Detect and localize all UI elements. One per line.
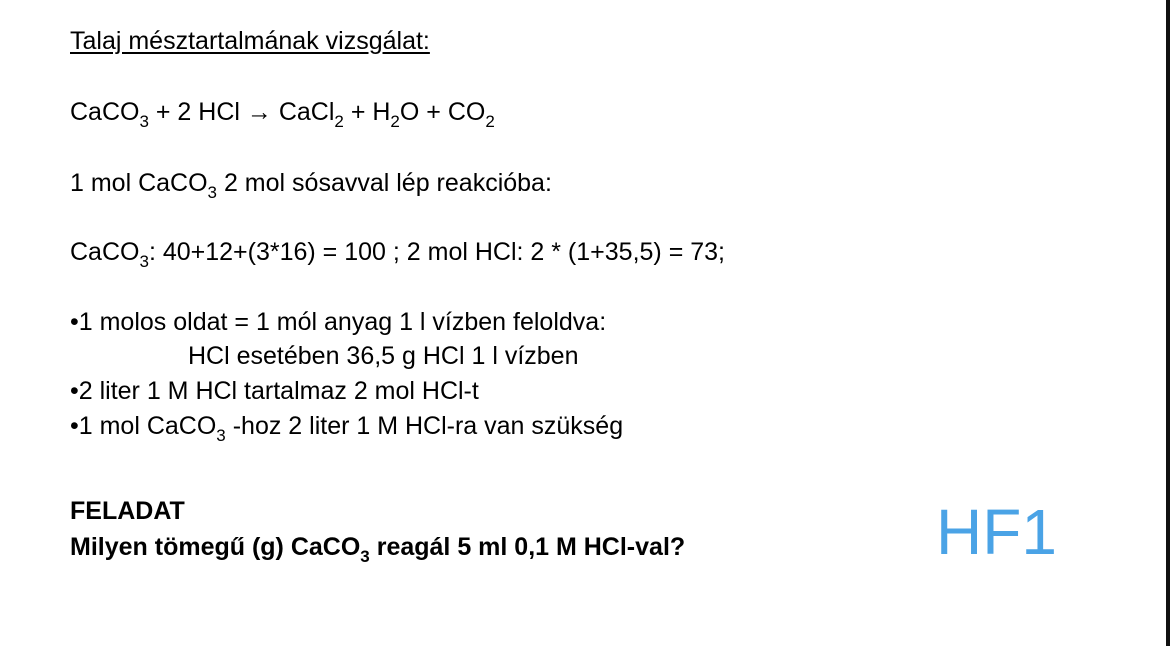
task-question (70, 532, 686, 566)
mol-suffix: 2 mol sósavval lép reakcióba: (217, 169, 552, 197)
eq-sub-2a: 2 (334, 112, 344, 131)
eq-plus-h: + H (343, 98, 391, 126)
eq-plus-2hcl: + 2 HCl (148, 98, 247, 126)
eq-sub-2c: 2 (485, 112, 495, 131)
mass-suffix: : 40+12+(3*16) = 100 ; 2 mol HCl: 2 * (1+35,5) = 73; (148, 238, 725, 266)
task-q-sub-3: 3 (360, 547, 370, 566)
b3-prefix: •1 mol CaCO (70, 412, 217, 440)
b3-sub-3: 3 (216, 426, 226, 445)
eq-cacl: CaCl (271, 98, 335, 126)
slide-right-edge (1166, 0, 1170, 646)
molar-mass-line (70, 237, 725, 271)
mol-sub-3: 3 (207, 183, 218, 202)
task-q-suffix: reagál 5 ml 0,1 M HCl-val? (369, 533, 686, 561)
mass-sub-3: 3 (139, 252, 149, 271)
task-heading: FELADAT (70, 497, 185, 525)
mol-ratio-line (70, 168, 552, 202)
reaction-arrow-icon: → (246, 98, 272, 126)
bullet-molar-solution: •1 molos oldat = 1 mól anyag 1 l vízben feloldva: (70, 308, 607, 336)
mol-prefix: 1 mol CaCO (70, 169, 208, 197)
mass-prefix: CaCO (70, 238, 140, 266)
eq-sub-3: 3 (139, 112, 149, 131)
b3-suffix: -hoz 2 liter 1 M HCl-ra van szükség (225, 412, 624, 440)
eq-o-plus-co: O + CO (399, 98, 486, 126)
bullet-hcl-content: •2 liter 1 M HCl tartalmaz 2 mol HCl-t (70, 377, 479, 405)
eq-sub-2b: 2 (390, 112, 400, 131)
reaction-equation (70, 97, 495, 131)
slide-title: Talaj mésztartalmának vizsgálat: (70, 27, 430, 55)
task-q-prefix: Milyen tömegű (g) CaCO (70, 533, 361, 561)
homework-label: HF1 (936, 496, 1057, 568)
bullet-caco3-requirement (70, 411, 624, 445)
bullet-molar-solution-detail: HCl esetében 36,5 g HCl 1 l vízben (188, 342, 579, 370)
eq-caco: CaCO (70, 98, 140, 126)
